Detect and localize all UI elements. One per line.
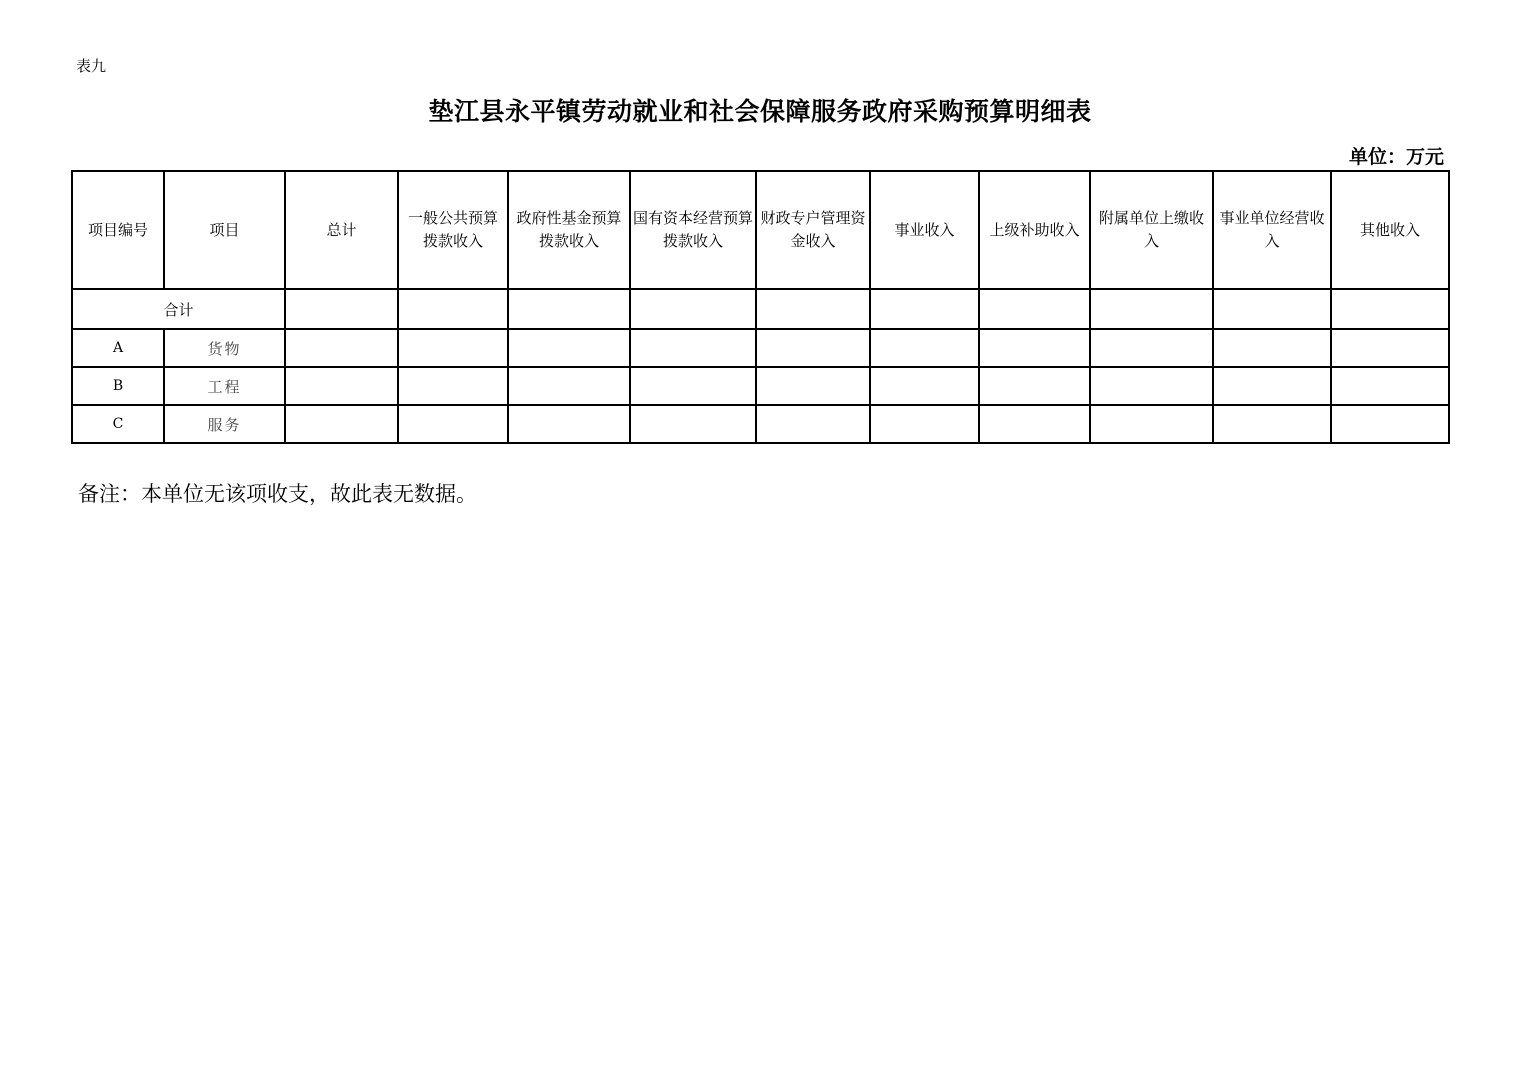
table-cell: [1331, 329, 1449, 367]
table-cell: [870, 405, 979, 443]
item-name: 服务: [164, 405, 285, 443]
item-code: A: [72, 329, 164, 367]
column-header: 其他收入: [1331, 171, 1449, 289]
table-cell: [870, 289, 979, 329]
table-cell: [870, 367, 979, 405]
column-header: 上级补助收入: [979, 171, 1090, 289]
table-row: [72, 405, 1449, 443]
column-header: 总计: [285, 171, 398, 289]
table-cell: [1213, 367, 1331, 405]
header-row: [72, 171, 1449, 289]
table-cell: [979, 329, 1090, 367]
table-cell: [285, 289, 398, 329]
column-header: 财政专户管理资金收入: [756, 171, 870, 289]
table-cell: [285, 405, 398, 443]
table-row: [72, 329, 1449, 367]
table-cell: [398, 329, 508, 367]
table-cell: [979, 405, 1090, 443]
table-cell: [979, 367, 1090, 405]
table-cell: [1331, 289, 1449, 329]
table-cell: [756, 329, 870, 367]
table-cell: [630, 405, 756, 443]
table-row: [72, 367, 1449, 405]
budget-table: [71, 170, 1450, 444]
column-header: 一般公共预算拨款收入: [398, 171, 508, 289]
unit-label: 单位：万元: [1348, 146, 1444, 168]
table-cell: [756, 405, 870, 443]
item-name: 货物: [164, 329, 285, 367]
table-cell: [508, 367, 630, 405]
table-cell: [630, 367, 756, 405]
footnote: 备注：本单位无该项收支，故此表无数据。: [78, 482, 477, 506]
table-cell: [285, 329, 398, 367]
column-header: 事业单位经营收入: [1213, 171, 1331, 289]
table-cell: [1213, 329, 1331, 367]
column-header: 国有资本经营预算拨款收入: [630, 171, 756, 289]
total-row: [72, 289, 1449, 329]
item-code: C: [72, 405, 164, 443]
column-header: 事业收入: [870, 171, 979, 289]
column-header: 项目编号: [72, 171, 164, 289]
table-cell: [630, 329, 756, 367]
table-cell: [398, 367, 508, 405]
table-cell: [756, 289, 870, 329]
item-name: 工程: [164, 367, 285, 405]
table-cell: [1331, 367, 1449, 405]
table-cell: [398, 405, 508, 443]
page-title: 垫江县永平镇劳动就业和社会保障服务政府采购预算明细表: [428, 97, 1092, 126]
table-cell: [1331, 405, 1449, 443]
table-cell: [285, 367, 398, 405]
table-cell: [630, 289, 756, 329]
table-cell: [1090, 289, 1213, 329]
total-label: 合计: [72, 289, 285, 329]
item-code: B: [72, 367, 164, 405]
table-cell: [508, 329, 630, 367]
table-cell: [1090, 329, 1213, 367]
table-cell: [1213, 289, 1331, 329]
table-cell: [1090, 405, 1213, 443]
table-cell: [979, 289, 1090, 329]
table-cell: [1213, 405, 1331, 443]
column-header: 政府性基金预算拨款收入: [508, 171, 630, 289]
table-cell: [756, 367, 870, 405]
column-header: 项目: [164, 171, 285, 289]
table-cell: [508, 289, 630, 329]
table-code: 表九: [76, 57, 107, 75]
table-cell: [1090, 367, 1213, 405]
table-cell: [398, 289, 508, 329]
table-cell: [870, 329, 979, 367]
column-header: 附属单位上缴收入: [1090, 171, 1213, 289]
table-cell: [508, 405, 630, 443]
